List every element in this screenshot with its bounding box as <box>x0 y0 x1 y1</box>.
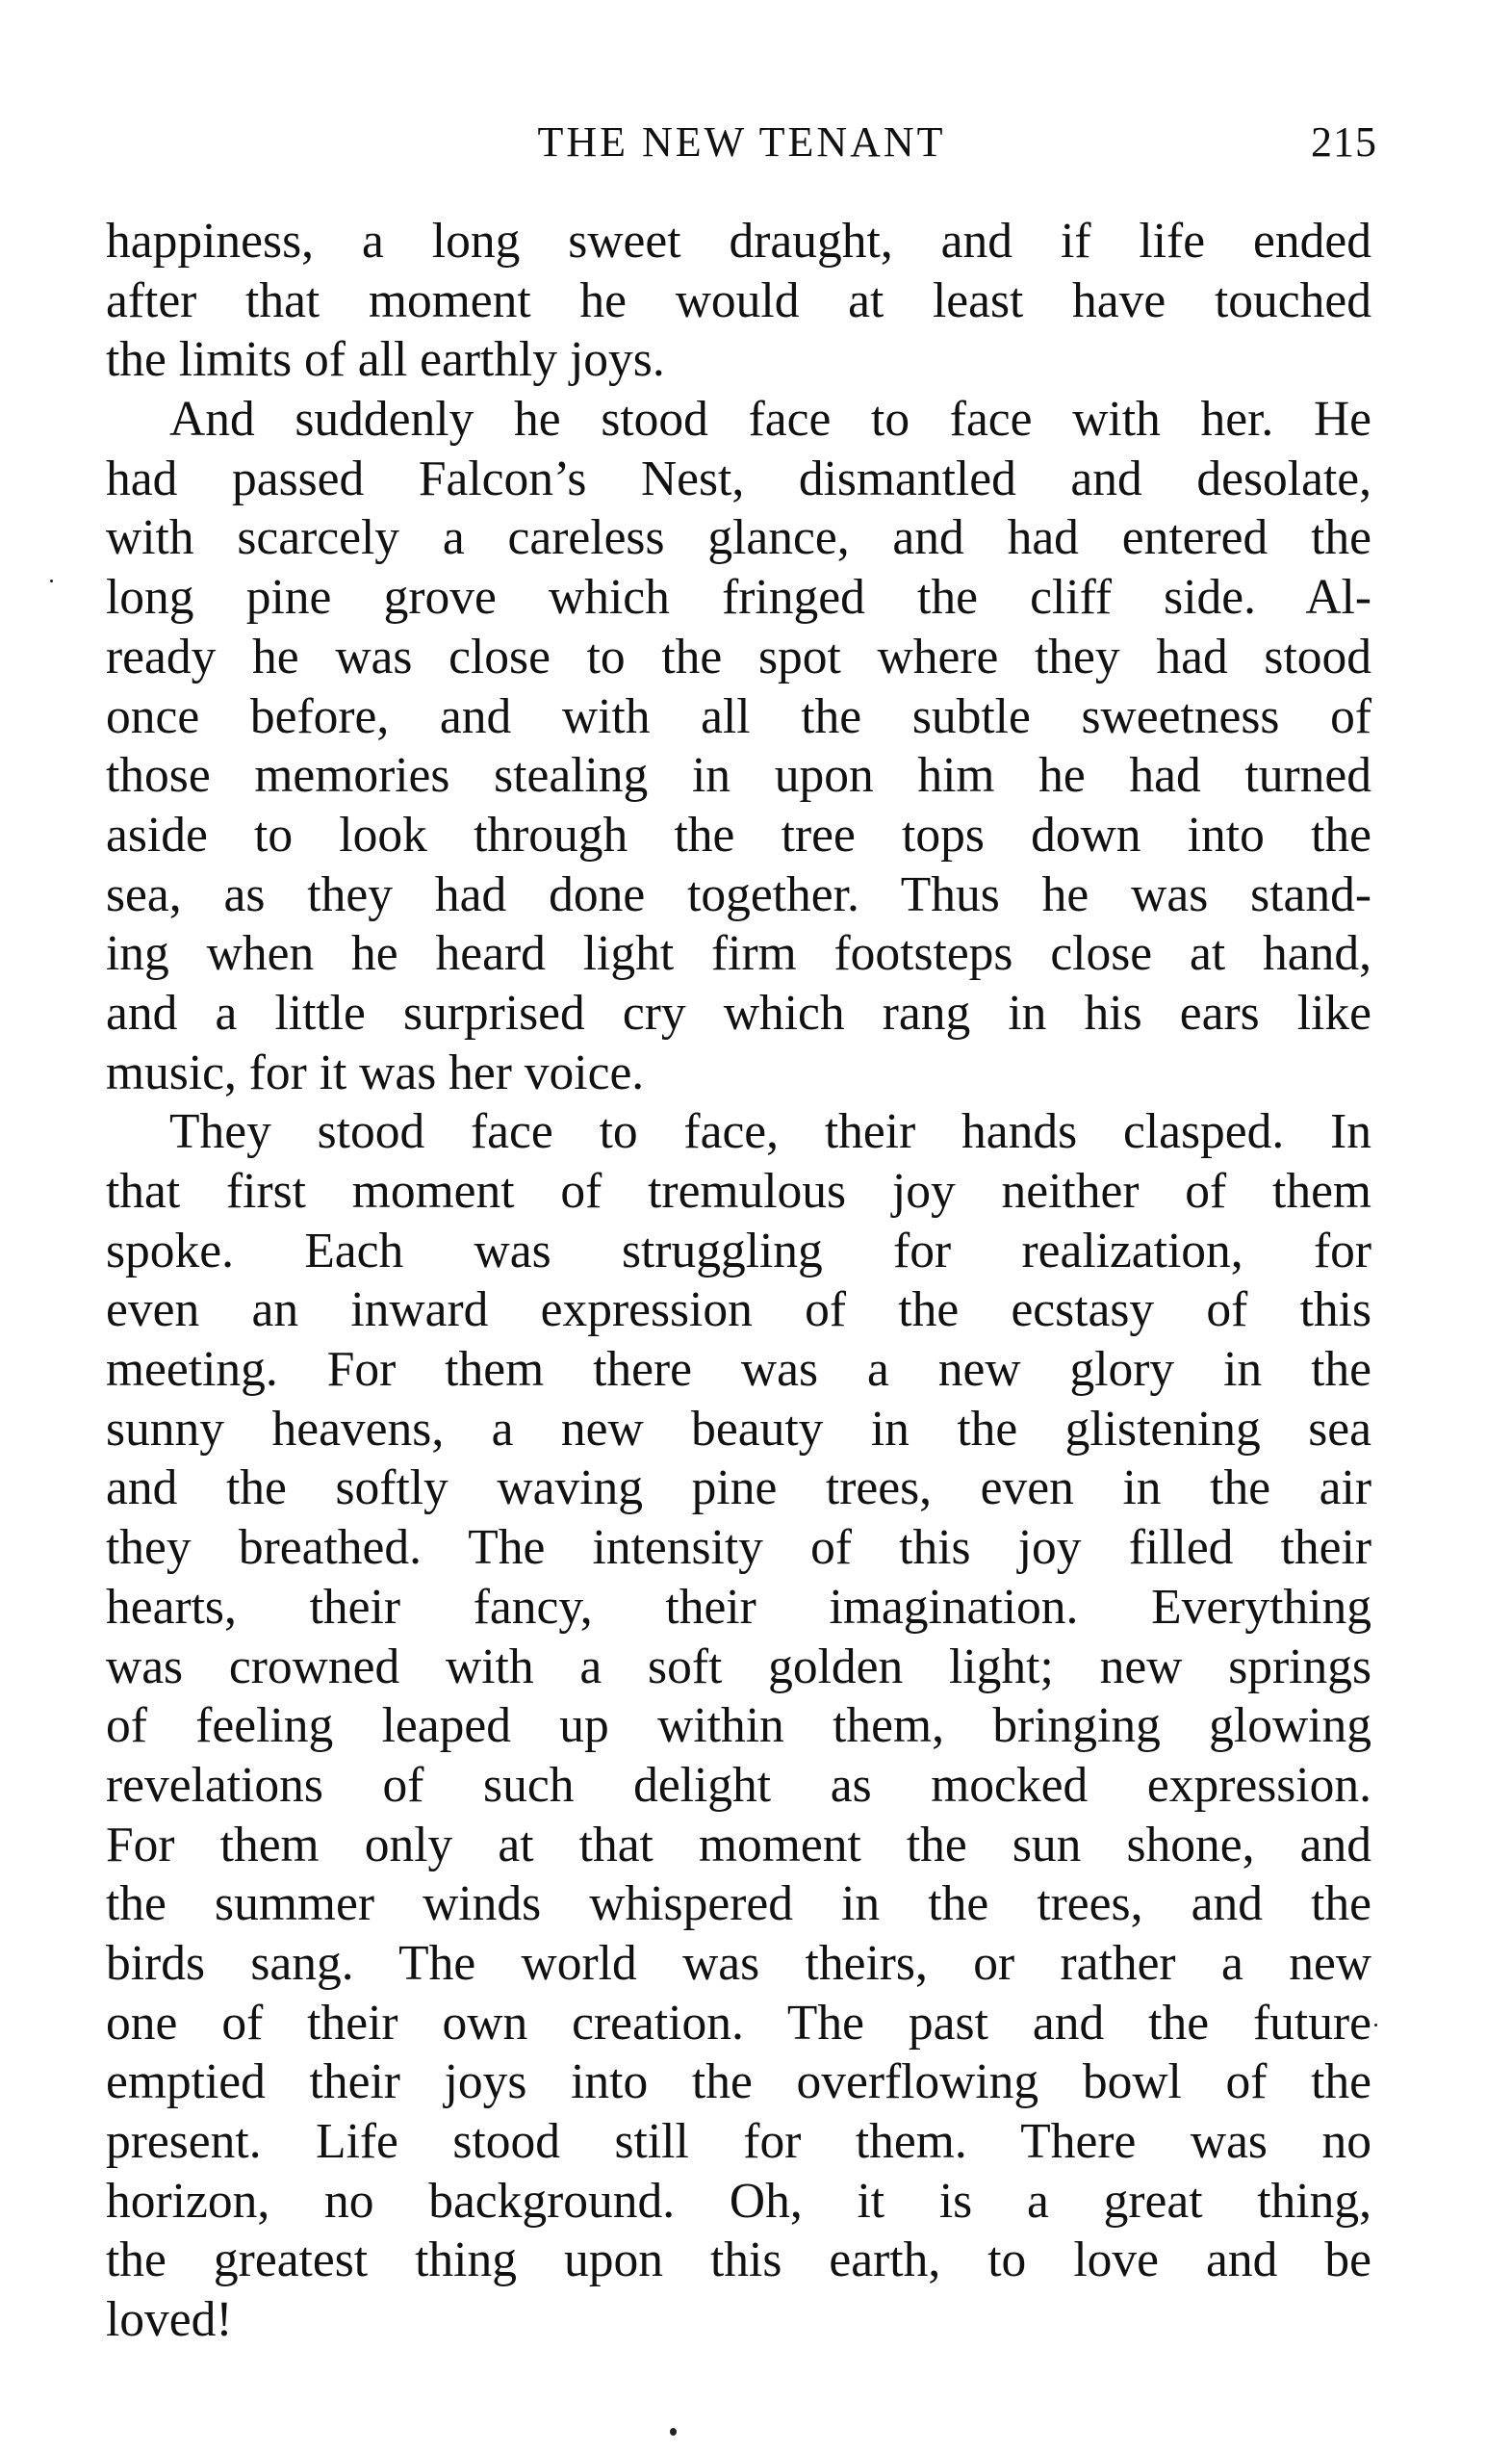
text-line: emptied their joys into the overflowing bowl of the <box>106 2054 1371 2110</box>
text-line: was crowned with a soft golden light; new springs <box>106 1639 1371 1694</box>
print-speck <box>50 580 53 582</box>
text-line: long pine grove which fringed the cliff side. Al- <box>106 570 1371 626</box>
text-line: revelations of such delight as mocked expression. <box>106 1757 1371 1813</box>
text-line: meeting. For them there was a new glory in the <box>106 1342 1371 1398</box>
text-line: the greatest thing upon this earth, to love and be <box>106 2233 1371 2288</box>
text-line: had passed Falcon’s Nest, dismantled and desolate, <box>106 451 1371 506</box>
text-line: with scarcely a careless glance, and had entered the <box>106 510 1371 566</box>
text-line: sea, as they had done together. Thus he was stand- <box>106 866 1371 922</box>
text-line: even an inward expression of the ecstasy of this <box>106 1282 1371 1338</box>
text-line: ing when he heard light firm footsteps close at hand, <box>106 926 1371 982</box>
running-title: THE NEW TENANT <box>537 118 946 166</box>
text-line: horizon, no background. Oh, it is a great thing, <box>106 2173 1371 2229</box>
text-line: the summer winds whispered in the trees, and the <box>106 1876 1371 1932</box>
text-line: spoke. Each was struggling for realization, for <box>106 1223 1371 1278</box>
text-line: And suddenly he stood face to face with her. He <box>169 392 1371 448</box>
text-line: after that moment he would at least have touched <box>106 272 1371 328</box>
text-line: those memories stealing in upon him he had turned <box>106 748 1371 804</box>
running-head <box>106 117 1377 175</box>
text-line: birds sang. The world was theirs, or rather a new <box>106 1935 1371 1991</box>
text-line: loved! <box>106 2292 233 2348</box>
text-line: music, for it was her voice. <box>106 1045 645 1100</box>
text-line: hearts, their fancy, their imagination. Everything <box>106 1579 1371 1635</box>
text-line: one of their own creation. The past and the future <box>106 1995 1371 2051</box>
text-line: and a little surprised cry which rang in his ears like <box>106 985 1371 1041</box>
text-line: the limits of all earthly joys. <box>106 332 665 388</box>
body-text <box>106 212 1371 2350</box>
print-speck <box>1374 2024 1377 2026</box>
text-line: happiness, a long sweet draught, and if life ended <box>106 214 1371 269</box>
text-line: that first moment of tremulous joy neither of them <box>106 1164 1371 1219</box>
page-number: 215 <box>1311 118 1377 166</box>
text-line: they breathed. The intensity of this joy filled their <box>106 1520 1371 1576</box>
text-line: sunny heavens, a new beauty in the glistening sea <box>106 1401 1371 1457</box>
text-line: and the softly waving pine trees, even in the air <box>106 1460 1371 1516</box>
text-line: aside to look through the tree tops down into the <box>106 807 1371 863</box>
text-line: They stood face to face, their hands clasped. In <box>169 1104 1371 1160</box>
text-line: ready he was close to the spot where they had stood <box>106 629 1371 684</box>
print-speck <box>670 2428 677 2436</box>
text-line: For them only at that moment the sun shone, and <box>106 1817 1371 1872</box>
text-line: present. Life stood still for them. There was no <box>106 2114 1371 2169</box>
text-line: once before, and with all the subtle sweetness of <box>106 688 1371 744</box>
text-line: of feeling leaped up within them, bringing glowing <box>106 1698 1371 1754</box>
